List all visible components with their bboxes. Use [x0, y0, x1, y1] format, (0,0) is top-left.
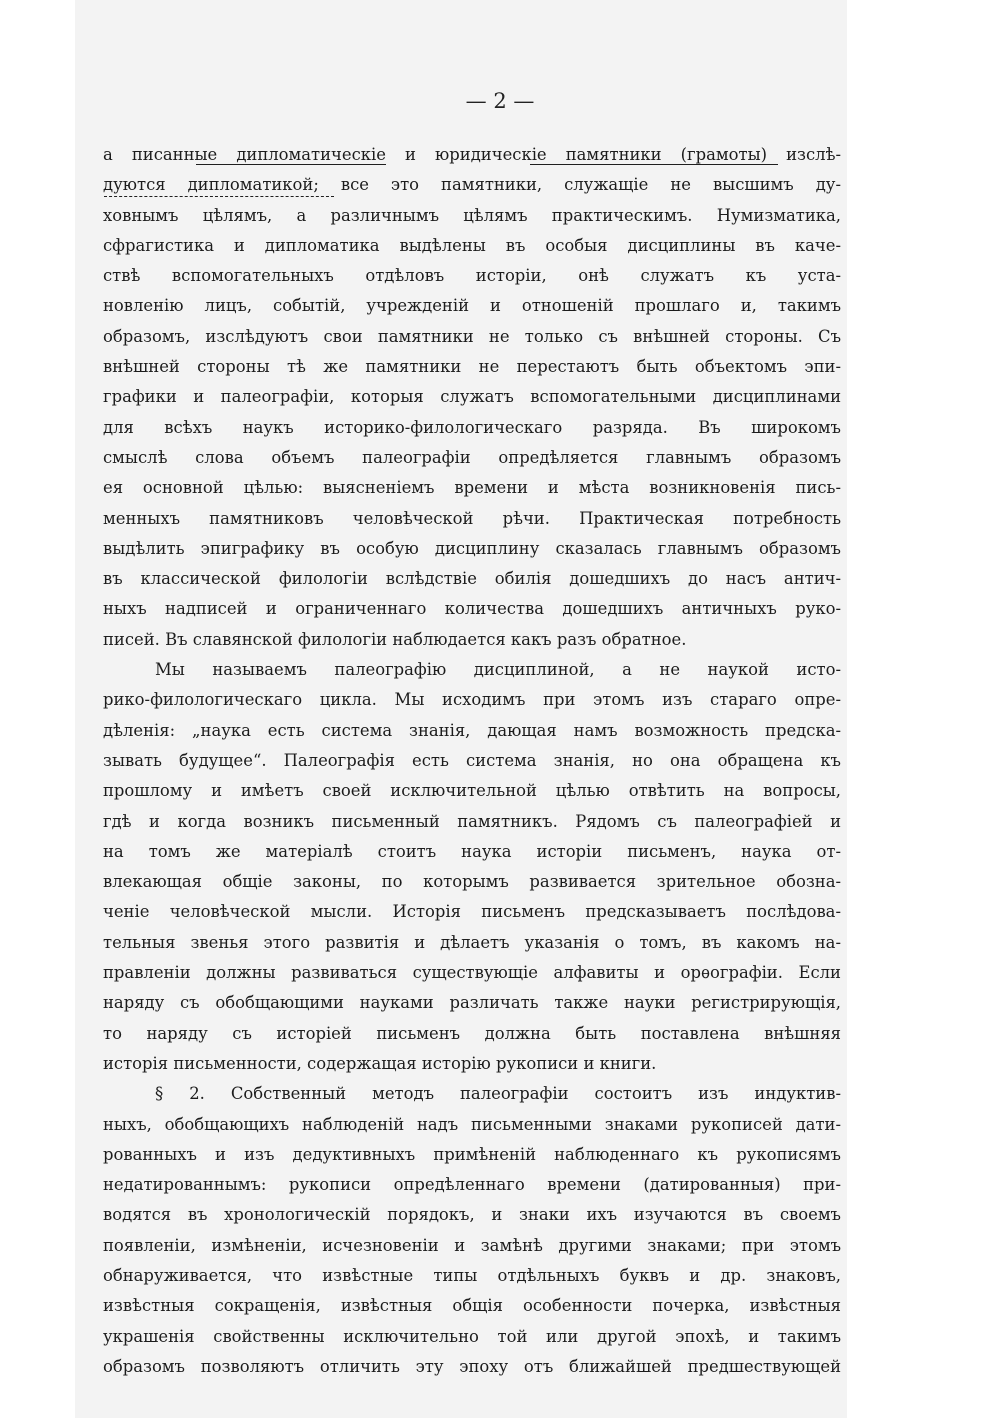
text-line: а писанные дипломатическіе и юридическіе памятники (грамоты) изслѣ- [103, 145, 841, 164]
page-number: — 2 — [465, 89, 535, 113]
text-line: ныхъ надписей и ограниченнаго количества дошедшихъ античныхъ руко- [103, 599, 841, 619]
text-line: ныхъ, обобщающихъ наблюденій надъ письменными знаками рукописей дати- [103, 1114, 841, 1134]
body-text [103, 140, 841, 1382]
text-line: выдѣлить эпиграфику въ особую дисциплину сказалась главнымъ образомъ [103, 538, 841, 558]
text-line: сфрагистика и дипломатика выдѣлены въ особыя дисциплины въ каче- [103, 235, 841, 255]
text-line: влекающая общіе законы, по которымъ развивается зрительное обозна- [103, 872, 841, 892]
text-line: рованныхъ и изъ дедуктивныхъ примѣненій наблюденнаго къ рукописямъ [103, 1144, 841, 1164]
text-line: ховнымъ цѣлямъ, а различнымъ цѣлямъ практическимъ. Нумизматика, [103, 205, 841, 225]
text-line: писей. Въ славянской филологіи наблюдается какъ разъ обратное. [103, 629, 687, 649]
paragraph-3 [103, 1079, 841, 1382]
text-line: тельныя звенья этого развитія и дѣлаетъ указанія о томъ, въ какомъ на- [103, 932, 841, 952]
text-line: смыслѣ слова объемъ палеографіи опредѣляется главнымъ образомъ [103, 447, 841, 467]
text-line: графики и палеографіи, которыя служатъ вспомогательными дисциплинами [103, 387, 841, 407]
text-line: § 2. Собственный методъ палеографіи состоитъ изъ индуктив- [155, 1084, 841, 1104]
text-line: прошлому и имѣетъ своей исключительной цѣлью отвѣтить на вопросы, [103, 781, 841, 801]
text-line: внѣшней стороны тѣ же памятники не перестаютъ быть объектомъ эпи- [103, 357, 841, 377]
text-line: украшенія свойственны исключительно той или другой эпохѣ, и такимъ [103, 1326, 841, 1346]
text-line: на томъ же матеріалѣ стоитъ наука исторіи письменъ, наука от- [103, 841, 841, 861]
text-line: для всѣхъ наукъ историко-филологическаго разряда. Въ широкомъ [103, 417, 841, 437]
text-line: зывать будущее“. Палеографія есть система знанія, но она обращена къ [103, 750, 841, 770]
text-line: въ классической филологіи вслѣдствіе обилія дошедшихъ до насъ антич- [103, 569, 841, 589]
text-line: дуются дипломатикой; все это памятники, служащіе не высшимъ ду- [103, 175, 841, 195]
text-line: извѣстныя сокращенія, извѣстныя общія особенности почерка, извѣстныя [103, 1296, 841, 1316]
text-line: Мы называемъ палеографію дисциплиной, а не наукой исто- [155, 660, 841, 680]
text-line: недатированнымъ: рукописи опредѣленнаго времени (датированныя) при- [103, 1175, 841, 1195]
text-line: рико-филологическаго цикла. Мы исходимъ при этомъ изъ стараго опре- [103, 690, 841, 710]
text-line: новленію лицъ, событій, учрежденій и отношеній прошлаго и, такимъ [103, 296, 841, 316]
text-line: обнаруживается, что извѣстные типы отдѣльныхъ буквъ и др. знаковъ, [103, 1265, 841, 1285]
text-line: ея основной цѣлью: выясненіемъ времени и мѣста возникновенія пись- [103, 478, 841, 498]
paragraph-2 [103, 655, 841, 1079]
text-line: менныхъ памятниковъ человѣческой рѣчи. Практическая потребность [103, 508, 841, 528]
text-line: ствѣ вспомогательныхъ отдѣловъ исторіи, онѣ служатъ къ уста- [103, 266, 841, 286]
text-line: образомъ позволяютъ отличить эту эпоху отъ ближайшей предшествующей [103, 1356, 841, 1376]
text-line: образомъ, изслѣдуютъ свои памятники не только съ внѣшней стороны. Съ [103, 326, 841, 346]
paragraph-1 [103, 140, 841, 655]
text-line: наряду съ обобщающими науками различать также науки регистрирующія, [103, 993, 841, 1013]
text-line: то наряду съ исторіей письменъ должна быть поставлена внѣшняя [103, 1023, 841, 1043]
text-line: правленіи должны развиваться существующіе алфавиты и орѳографіи. Если [103, 963, 841, 983]
text-line: исторія письменности, содержащая исторію рукописи и книги. [103, 1053, 657, 1073]
text-line: дѣленія: „наука есть система знанія, дающая намъ возможность предска- [103, 720, 841, 740]
text-line: ченіе человѣческой мысли. Исторія письменъ предсказываетъ послѣдова- [103, 902, 841, 922]
text-line: гдѣ и когда возникъ письменный памятникъ. Рядомъ съ палеографіей и [103, 811, 841, 831]
text-line: водятся въ хронологическій порядокъ, и знаки ихъ изучаются въ своемъ [103, 1205, 841, 1225]
text-line: появленіи, измѣненіи, исчезновеніи и замѣнѣ другими знаками; при этомъ [103, 1235, 841, 1255]
